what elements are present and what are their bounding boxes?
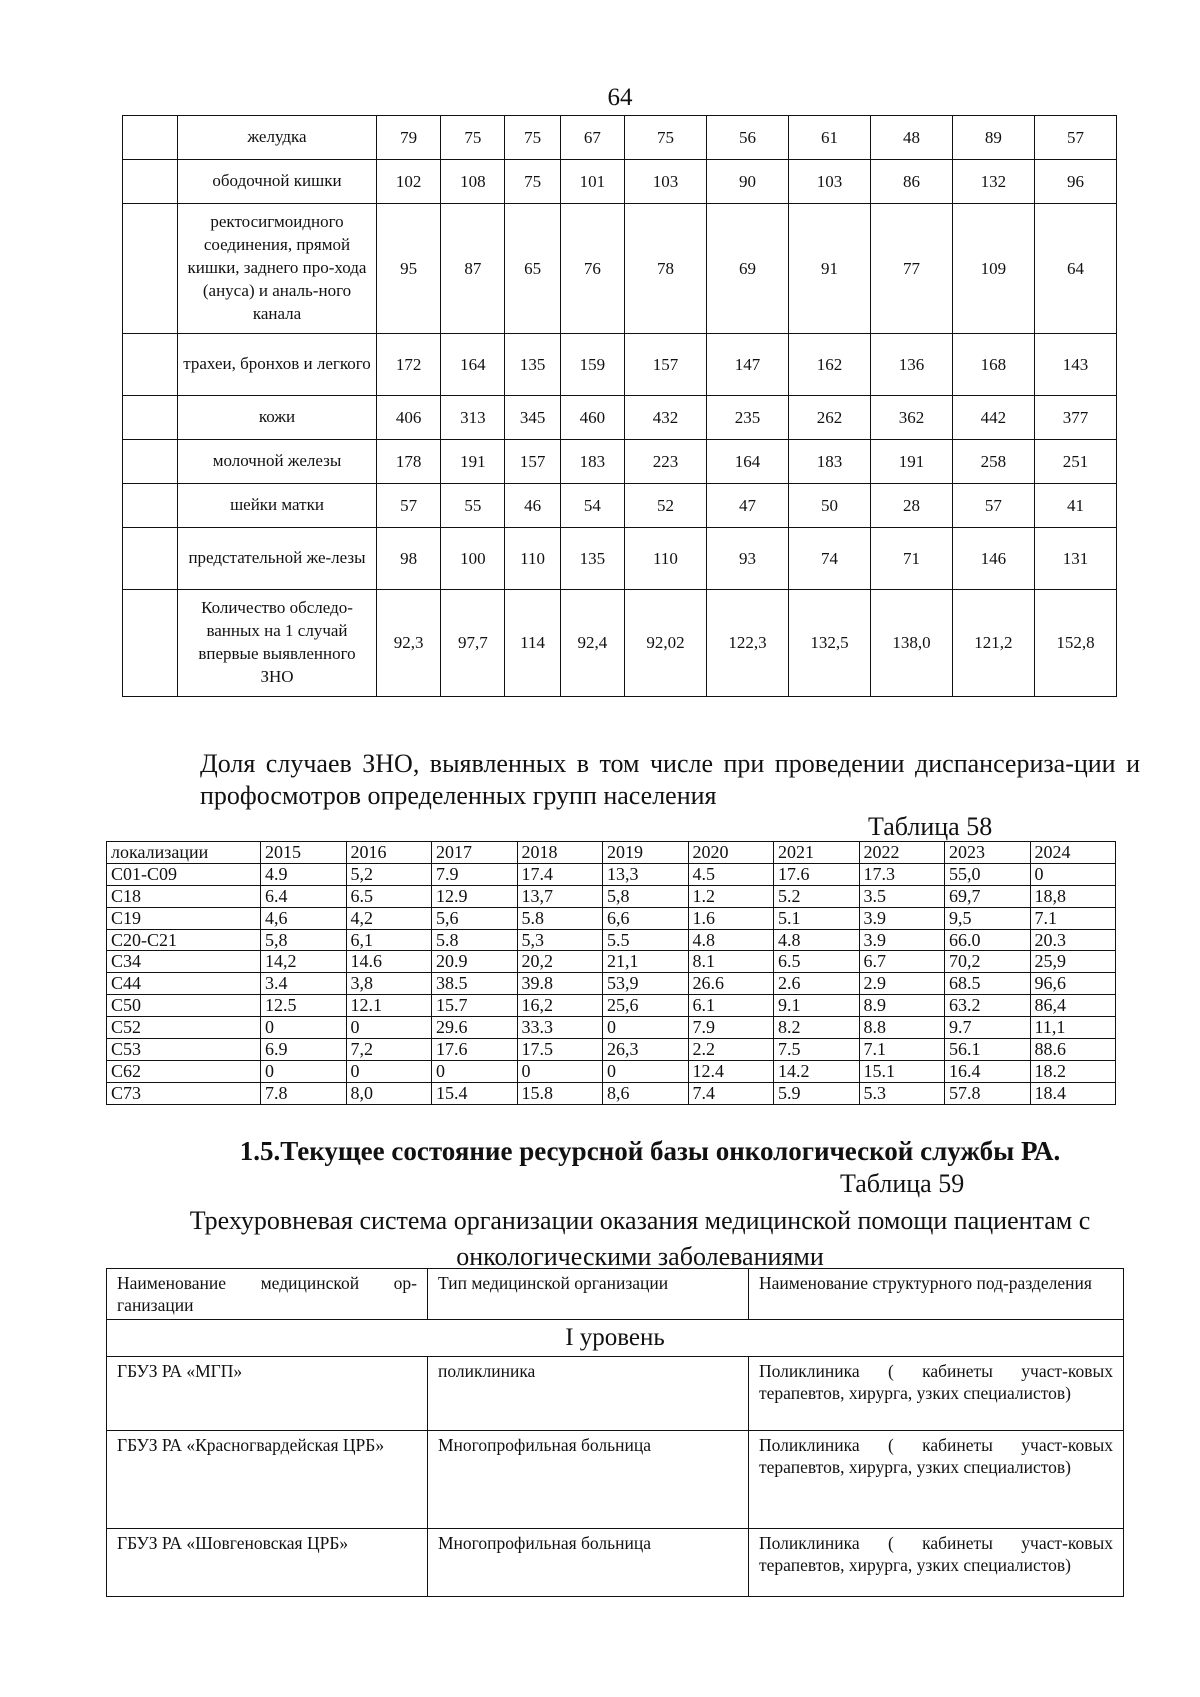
value-cell: 4.9	[261, 863, 347, 885]
org-name: ГБУЗ РА «Красногвардейская ЦРБ»	[107, 1431, 428, 1529]
value-cell: 33.3	[517, 1017, 603, 1039]
table-row	[123, 334, 1117, 396]
column-header: 2017	[432, 842, 518, 864]
value-cell: 4,6	[261, 907, 347, 929]
value-cell: 262	[788, 396, 870, 440]
value-cell: 12.9	[432, 885, 518, 907]
value-cell: 88.6	[1030, 1039, 1116, 1061]
value-cell: 8.2	[774, 1017, 860, 1039]
blank-cell	[123, 396, 178, 440]
value-cell: 98	[377, 528, 441, 590]
org-type: поликлиника	[428, 1357, 749, 1431]
value-cell: 5,6	[432, 907, 518, 929]
value-cell: 191	[870, 440, 952, 484]
value-cell: 57.8	[945, 1082, 1031, 1104]
value-cell: 6.1	[688, 995, 774, 1017]
value-cell: 0	[261, 1060, 347, 1082]
value-cell: 0	[346, 1017, 432, 1039]
row-label: С19	[107, 907, 261, 929]
value-cell: 13,7	[517, 885, 603, 907]
table59-title	[180, 1203, 1100, 1275]
value-cell: 2.6	[774, 973, 860, 995]
value-cell: 28	[870, 484, 952, 528]
value-cell: 13,3	[603, 863, 689, 885]
value-cell: 52	[625, 484, 707, 528]
value-cell: 6,1	[346, 929, 432, 951]
value-cell: 251	[1034, 440, 1116, 484]
value-cell: 377	[1034, 396, 1116, 440]
value-cell: 138,0	[870, 590, 952, 697]
value-cell: 460	[560, 396, 624, 440]
page-number: 64	[607, 84, 633, 111]
row-label: шейки матки	[178, 484, 377, 528]
value-cell: 20.3	[1030, 929, 1116, 951]
value-cell: 362	[870, 396, 952, 440]
value-cell: 95	[377, 204, 441, 334]
value-cell: 172	[377, 334, 441, 396]
blank-cell	[123, 116, 178, 160]
value-cell: 3,8	[346, 973, 432, 995]
table58-label: Таблица 58	[868, 812, 993, 841]
column-header: Тип медицинской организации	[428, 1269, 749, 1320]
incidence-table	[122, 115, 1117, 697]
value-cell: 46	[505, 484, 560, 528]
row-label: молочной железы	[178, 440, 377, 484]
value-cell: 122,3	[706, 590, 788, 697]
value-cell: 86	[870, 160, 952, 204]
value-cell: 3.5	[859, 885, 945, 907]
column-header: 2015	[261, 842, 347, 864]
value-cell: 91	[788, 204, 870, 334]
value-cell: 5.9	[774, 1082, 860, 1104]
value-cell: 6.9	[261, 1039, 347, 1061]
value-cell: 157	[625, 334, 707, 396]
row-label: предстательной же-лезы	[178, 528, 377, 590]
org-type: Многопрофильная больница	[428, 1529, 749, 1597]
row-label: С34	[107, 951, 261, 973]
column-header: 2019	[603, 842, 689, 864]
value-cell: 18.4	[1030, 1082, 1116, 1104]
value-cell: 25,9	[1030, 951, 1116, 973]
value-cell: 143	[1034, 334, 1116, 396]
value-cell: 75	[505, 116, 560, 160]
value-cell: 53,9	[603, 973, 689, 995]
value-cell: 4,2	[346, 907, 432, 929]
table59-label: Таблица 59	[840, 1169, 965, 1198]
value-cell: 64	[1034, 204, 1116, 334]
column-header: 2024	[1030, 842, 1116, 864]
value-cell: 168	[952, 334, 1034, 396]
value-cell: 152,8	[1034, 590, 1116, 697]
value-cell: 1.2	[688, 885, 774, 907]
value-cell: 57	[952, 484, 1034, 528]
table-row	[123, 484, 1117, 528]
value-cell: 159	[560, 334, 624, 396]
share-heading: Доля случаев ЗНО, выявленных в том числе при проведении диспансериза-ции и профосмотров определенных групп населения	[200, 749, 1140, 810]
value-cell: 7.9	[432, 863, 518, 885]
row-label: С62	[107, 1060, 261, 1082]
value-cell: 55	[441, 484, 505, 528]
value-cell: 20.9	[432, 951, 518, 973]
row-label: кожи	[178, 396, 377, 440]
value-cell: 110	[625, 528, 707, 590]
value-cell: 6.5	[774, 951, 860, 973]
value-cell: 183	[560, 440, 624, 484]
row-label: С20-С21	[107, 929, 261, 951]
table-row	[107, 973, 1116, 995]
row-label: ободочной кишки	[178, 160, 377, 204]
table-row	[107, 951, 1116, 973]
org-type: Многопрофильная больница	[428, 1431, 749, 1529]
value-cell: 162	[788, 334, 870, 396]
row-label: С01-С09	[107, 863, 261, 885]
value-cell: 97,7	[441, 590, 505, 697]
value-cell: 74	[788, 528, 870, 590]
value-cell: 63.2	[945, 995, 1031, 1017]
table-row	[107, 1357, 1124, 1431]
row-label: трахеи, бронхов и легкого	[178, 334, 377, 396]
table-row	[123, 116, 1117, 160]
value-cell: 7,2	[346, 1039, 432, 1061]
value-cell: 12.5	[261, 995, 347, 1017]
value-cell: 56.1	[945, 1039, 1031, 1061]
table-row	[107, 1529, 1124, 1597]
row-label: С44	[107, 973, 261, 995]
value-cell: 4.8	[774, 929, 860, 951]
value-cell: 48	[870, 116, 952, 160]
row-label: С18	[107, 885, 261, 907]
value-cell: 109	[952, 204, 1034, 334]
value-cell: 136	[870, 334, 952, 396]
table-row	[107, 1060, 1116, 1082]
value-cell: 76	[560, 204, 624, 334]
value-cell: 178	[377, 440, 441, 484]
value-cell: 41	[1034, 484, 1116, 528]
value-cell: 12.4	[688, 1060, 774, 1082]
value-cell: 5.8	[432, 929, 518, 951]
value-cell: 132	[952, 160, 1034, 204]
value-cell: 9,5	[945, 907, 1031, 929]
value-cell: 5,2	[346, 863, 432, 885]
value-cell: 103	[625, 160, 707, 204]
row-label: Количество обследо-ванных на 1 случай впервые выявленного ЗНО	[178, 590, 377, 697]
column-header: Наименование медицинской ор-ганизации	[107, 1269, 428, 1320]
header-row	[107, 842, 1116, 864]
value-cell: 157	[505, 440, 560, 484]
value-cell: 0	[603, 1060, 689, 1082]
table-row	[107, 863, 1116, 885]
value-cell: 103	[788, 160, 870, 204]
value-cell: 26.6	[688, 973, 774, 995]
value-cell: 7.8	[261, 1082, 347, 1104]
unit-name: Поликлиника ( кабинеты участ-ковых терапевтов, хирурга, узких специалистов)	[749, 1431, 1124, 1529]
value-cell: 121,2	[952, 590, 1034, 697]
row-label: С73	[107, 1082, 261, 1104]
value-cell: 223	[625, 440, 707, 484]
unit-name: Поликлиника ( кабинеты участ-ковых терапевтов, хирурга, узких специалистов)	[749, 1529, 1124, 1597]
value-cell: 5.8	[517, 907, 603, 929]
value-cell: 14.2	[774, 1060, 860, 1082]
value-cell: 8.8	[859, 1017, 945, 1039]
section-title: 1.5.Текущее состояние ресурсной базы онкологической службы РА.	[239, 1136, 1061, 1166]
value-cell: 21,1	[603, 951, 689, 973]
value-cell: 7.5	[774, 1039, 860, 1061]
unit-name: Поликлиника ( кабинеты участ-ковых терапевтов, хирурга, узких специалистов)	[749, 1357, 1124, 1431]
value-cell: 3.4	[261, 973, 347, 995]
row-label: С53	[107, 1039, 261, 1061]
value-cell: 5,8	[261, 929, 347, 951]
column-header: 2018	[517, 842, 603, 864]
value-cell: 8,6	[603, 1082, 689, 1104]
value-cell: 235	[706, 396, 788, 440]
value-cell: 17.5	[517, 1039, 603, 1061]
row-label: С52	[107, 1017, 261, 1039]
column-header: 2023	[945, 842, 1031, 864]
value-cell: 5.1	[774, 907, 860, 929]
table-row	[107, 995, 1116, 1017]
value-cell: 17.3	[859, 863, 945, 885]
value-cell: 442	[952, 396, 1034, 440]
value-cell: 50	[788, 484, 870, 528]
value-cell: 5,8	[603, 885, 689, 907]
table-row	[107, 1039, 1116, 1061]
value-cell: 2.9	[859, 973, 945, 995]
value-cell: 55,0	[945, 863, 1031, 885]
column-header: 2016	[346, 842, 432, 864]
value-cell: 6.4	[261, 885, 347, 907]
value-cell: 3.9	[859, 929, 945, 951]
column-header: 2022	[859, 842, 945, 864]
header-row	[107, 1269, 1124, 1320]
value-cell: 71	[870, 528, 952, 590]
blank-cell	[123, 204, 178, 334]
value-cell: 8.1	[688, 951, 774, 973]
value-cell: 7.9	[688, 1017, 774, 1039]
value-cell: 0	[517, 1060, 603, 1082]
value-cell: 135	[560, 528, 624, 590]
value-cell: 108	[441, 160, 505, 204]
value-cell: 0	[261, 1017, 347, 1039]
value-cell: 96	[1034, 160, 1116, 204]
value-cell: 61	[788, 116, 870, 160]
value-cell: 14.6	[346, 951, 432, 973]
value-cell: 345	[505, 396, 560, 440]
value-cell: 86,4	[1030, 995, 1116, 1017]
table-row	[123, 204, 1117, 334]
column-header: 2020	[688, 842, 774, 864]
value-cell: 183	[788, 440, 870, 484]
value-cell: 54	[560, 484, 624, 528]
value-cell: 6.5	[346, 885, 432, 907]
value-cell: 0	[432, 1060, 518, 1082]
column-header: локализации	[107, 842, 261, 864]
value-cell: 18,8	[1030, 885, 1116, 907]
value-cell: 57	[377, 484, 441, 528]
value-cell: 2.2	[688, 1039, 774, 1061]
value-cell: 15.7	[432, 995, 518, 1017]
value-cell: 26,3	[603, 1039, 689, 1061]
value-cell: 17.4	[517, 863, 603, 885]
table-row	[123, 160, 1117, 204]
value-cell: 1.6	[688, 907, 774, 929]
value-cell: 135	[505, 334, 560, 396]
value-cell: 432	[625, 396, 707, 440]
value-cell: 66.0	[945, 929, 1031, 951]
value-cell: 8.9	[859, 995, 945, 1017]
table-row	[107, 1017, 1116, 1039]
value-cell: 258	[952, 440, 1034, 484]
value-cell: 79	[377, 116, 441, 160]
value-cell: 75	[441, 116, 505, 160]
value-cell: 67	[560, 116, 624, 160]
value-cell: 96,6	[1030, 973, 1116, 995]
blank-cell	[123, 528, 178, 590]
table-row	[107, 1431, 1124, 1529]
column-header: Наименование структурного под-разделения	[749, 1269, 1124, 1320]
value-cell: 5.3	[859, 1082, 945, 1104]
value-cell: 92,02	[625, 590, 707, 697]
value-cell: 131	[1034, 528, 1116, 590]
value-cell: 12.1	[346, 995, 432, 1017]
value-cell: 6,6	[603, 907, 689, 929]
table-row	[123, 440, 1117, 484]
blank-cell	[123, 590, 178, 697]
level-label: I уровень	[107, 1320, 1124, 1357]
table-59	[106, 1268, 1124, 1597]
value-cell: 3.9	[859, 907, 945, 929]
value-cell: 87	[441, 204, 505, 334]
value-cell: 146	[952, 528, 1034, 590]
value-cell: 100	[441, 528, 505, 590]
value-cell: 16.4	[945, 1060, 1031, 1082]
value-cell: 101	[560, 160, 624, 204]
value-cell: 70,2	[945, 951, 1031, 973]
blank-cell	[123, 440, 178, 484]
value-cell: 18.2	[1030, 1060, 1116, 1082]
value-cell: 6.7	[859, 951, 945, 973]
value-cell: 9.7	[945, 1017, 1031, 1039]
row-label: желудка	[178, 116, 377, 160]
row-label: С50	[107, 995, 261, 1017]
table-row	[107, 907, 1116, 929]
value-cell: 4.5	[688, 863, 774, 885]
value-cell: 110	[505, 528, 560, 590]
table-row	[107, 1082, 1116, 1104]
value-cell: 406	[377, 396, 441, 440]
value-cell: 0	[603, 1017, 689, 1039]
value-cell: 15.8	[517, 1082, 603, 1104]
value-cell: 47	[706, 484, 788, 528]
value-cell: 92,4	[560, 590, 624, 697]
value-cell: 93	[706, 528, 788, 590]
value-cell: 25,6	[603, 995, 689, 1017]
level-row	[107, 1320, 1124, 1357]
value-cell: 65	[505, 204, 560, 334]
value-cell: 7.1	[859, 1039, 945, 1061]
value-cell: 4.8	[688, 929, 774, 951]
value-cell: 0	[1030, 863, 1116, 885]
table-row	[123, 590, 1117, 697]
table59-title-text: Трехуровневая система организации оказания медицинской помощи пациентам с онкологическими заболеваниями	[189, 1206, 1091, 1271]
value-cell: 38.5	[432, 973, 518, 995]
value-cell: 57	[1034, 116, 1116, 160]
value-cell: 56	[706, 116, 788, 160]
value-cell: 92,3	[377, 590, 441, 697]
value-cell: 5,3	[517, 929, 603, 951]
value-cell: 114	[505, 590, 560, 697]
column-header: 2021	[774, 842, 860, 864]
value-cell: 5.5	[603, 929, 689, 951]
value-cell: 20,2	[517, 951, 603, 973]
value-cell: 0	[346, 1060, 432, 1082]
value-cell: 77	[870, 204, 952, 334]
blank-cell	[123, 334, 178, 396]
value-cell: 11,1	[1030, 1017, 1116, 1039]
blank-cell	[123, 484, 178, 528]
value-cell: 14,2	[261, 951, 347, 973]
value-cell: 7.4	[688, 1082, 774, 1104]
value-cell: 164	[441, 334, 505, 396]
table-row	[123, 528, 1117, 590]
table-row	[107, 885, 1116, 907]
value-cell: 69	[706, 204, 788, 334]
value-cell: 39.8	[517, 973, 603, 995]
value-cell: 164	[706, 440, 788, 484]
value-cell: 313	[441, 396, 505, 440]
value-cell: 75	[625, 116, 707, 160]
value-cell: 69,7	[945, 885, 1031, 907]
value-cell: 68.5	[945, 973, 1031, 995]
value-cell: 17.6	[432, 1039, 518, 1061]
value-cell: 29.6	[432, 1017, 518, 1039]
row-label: ректосигмоидного соединения, прямой кишки, заднего про-хода (ануса) и аналь-ного канала	[178, 204, 377, 334]
table-row	[107, 929, 1116, 951]
value-cell: 78	[625, 204, 707, 334]
value-cell: 15.1	[859, 1060, 945, 1082]
value-cell: 17.6	[774, 863, 860, 885]
value-cell: 8,0	[346, 1082, 432, 1104]
value-cell: 7.1	[1030, 907, 1116, 929]
table-row	[123, 396, 1117, 440]
value-cell: 102	[377, 160, 441, 204]
value-cell: 9.1	[774, 995, 860, 1017]
value-cell: 5.2	[774, 885, 860, 907]
value-cell: 89	[952, 116, 1034, 160]
value-cell: 16,2	[517, 995, 603, 1017]
value-cell: 75	[505, 160, 560, 204]
value-cell: 147	[706, 334, 788, 396]
blank-cell	[123, 160, 178, 204]
value-cell: 15.4	[432, 1082, 518, 1104]
value-cell: 191	[441, 440, 505, 484]
org-name: ГБУЗ РА «Шовгеновская ЦРБ»	[107, 1529, 428, 1597]
value-cell: 132,5	[788, 590, 870, 697]
org-name: ГБУЗ РА «МГП»	[107, 1357, 428, 1431]
value-cell: 90	[706, 160, 788, 204]
table-58	[106, 841, 1116, 1105]
